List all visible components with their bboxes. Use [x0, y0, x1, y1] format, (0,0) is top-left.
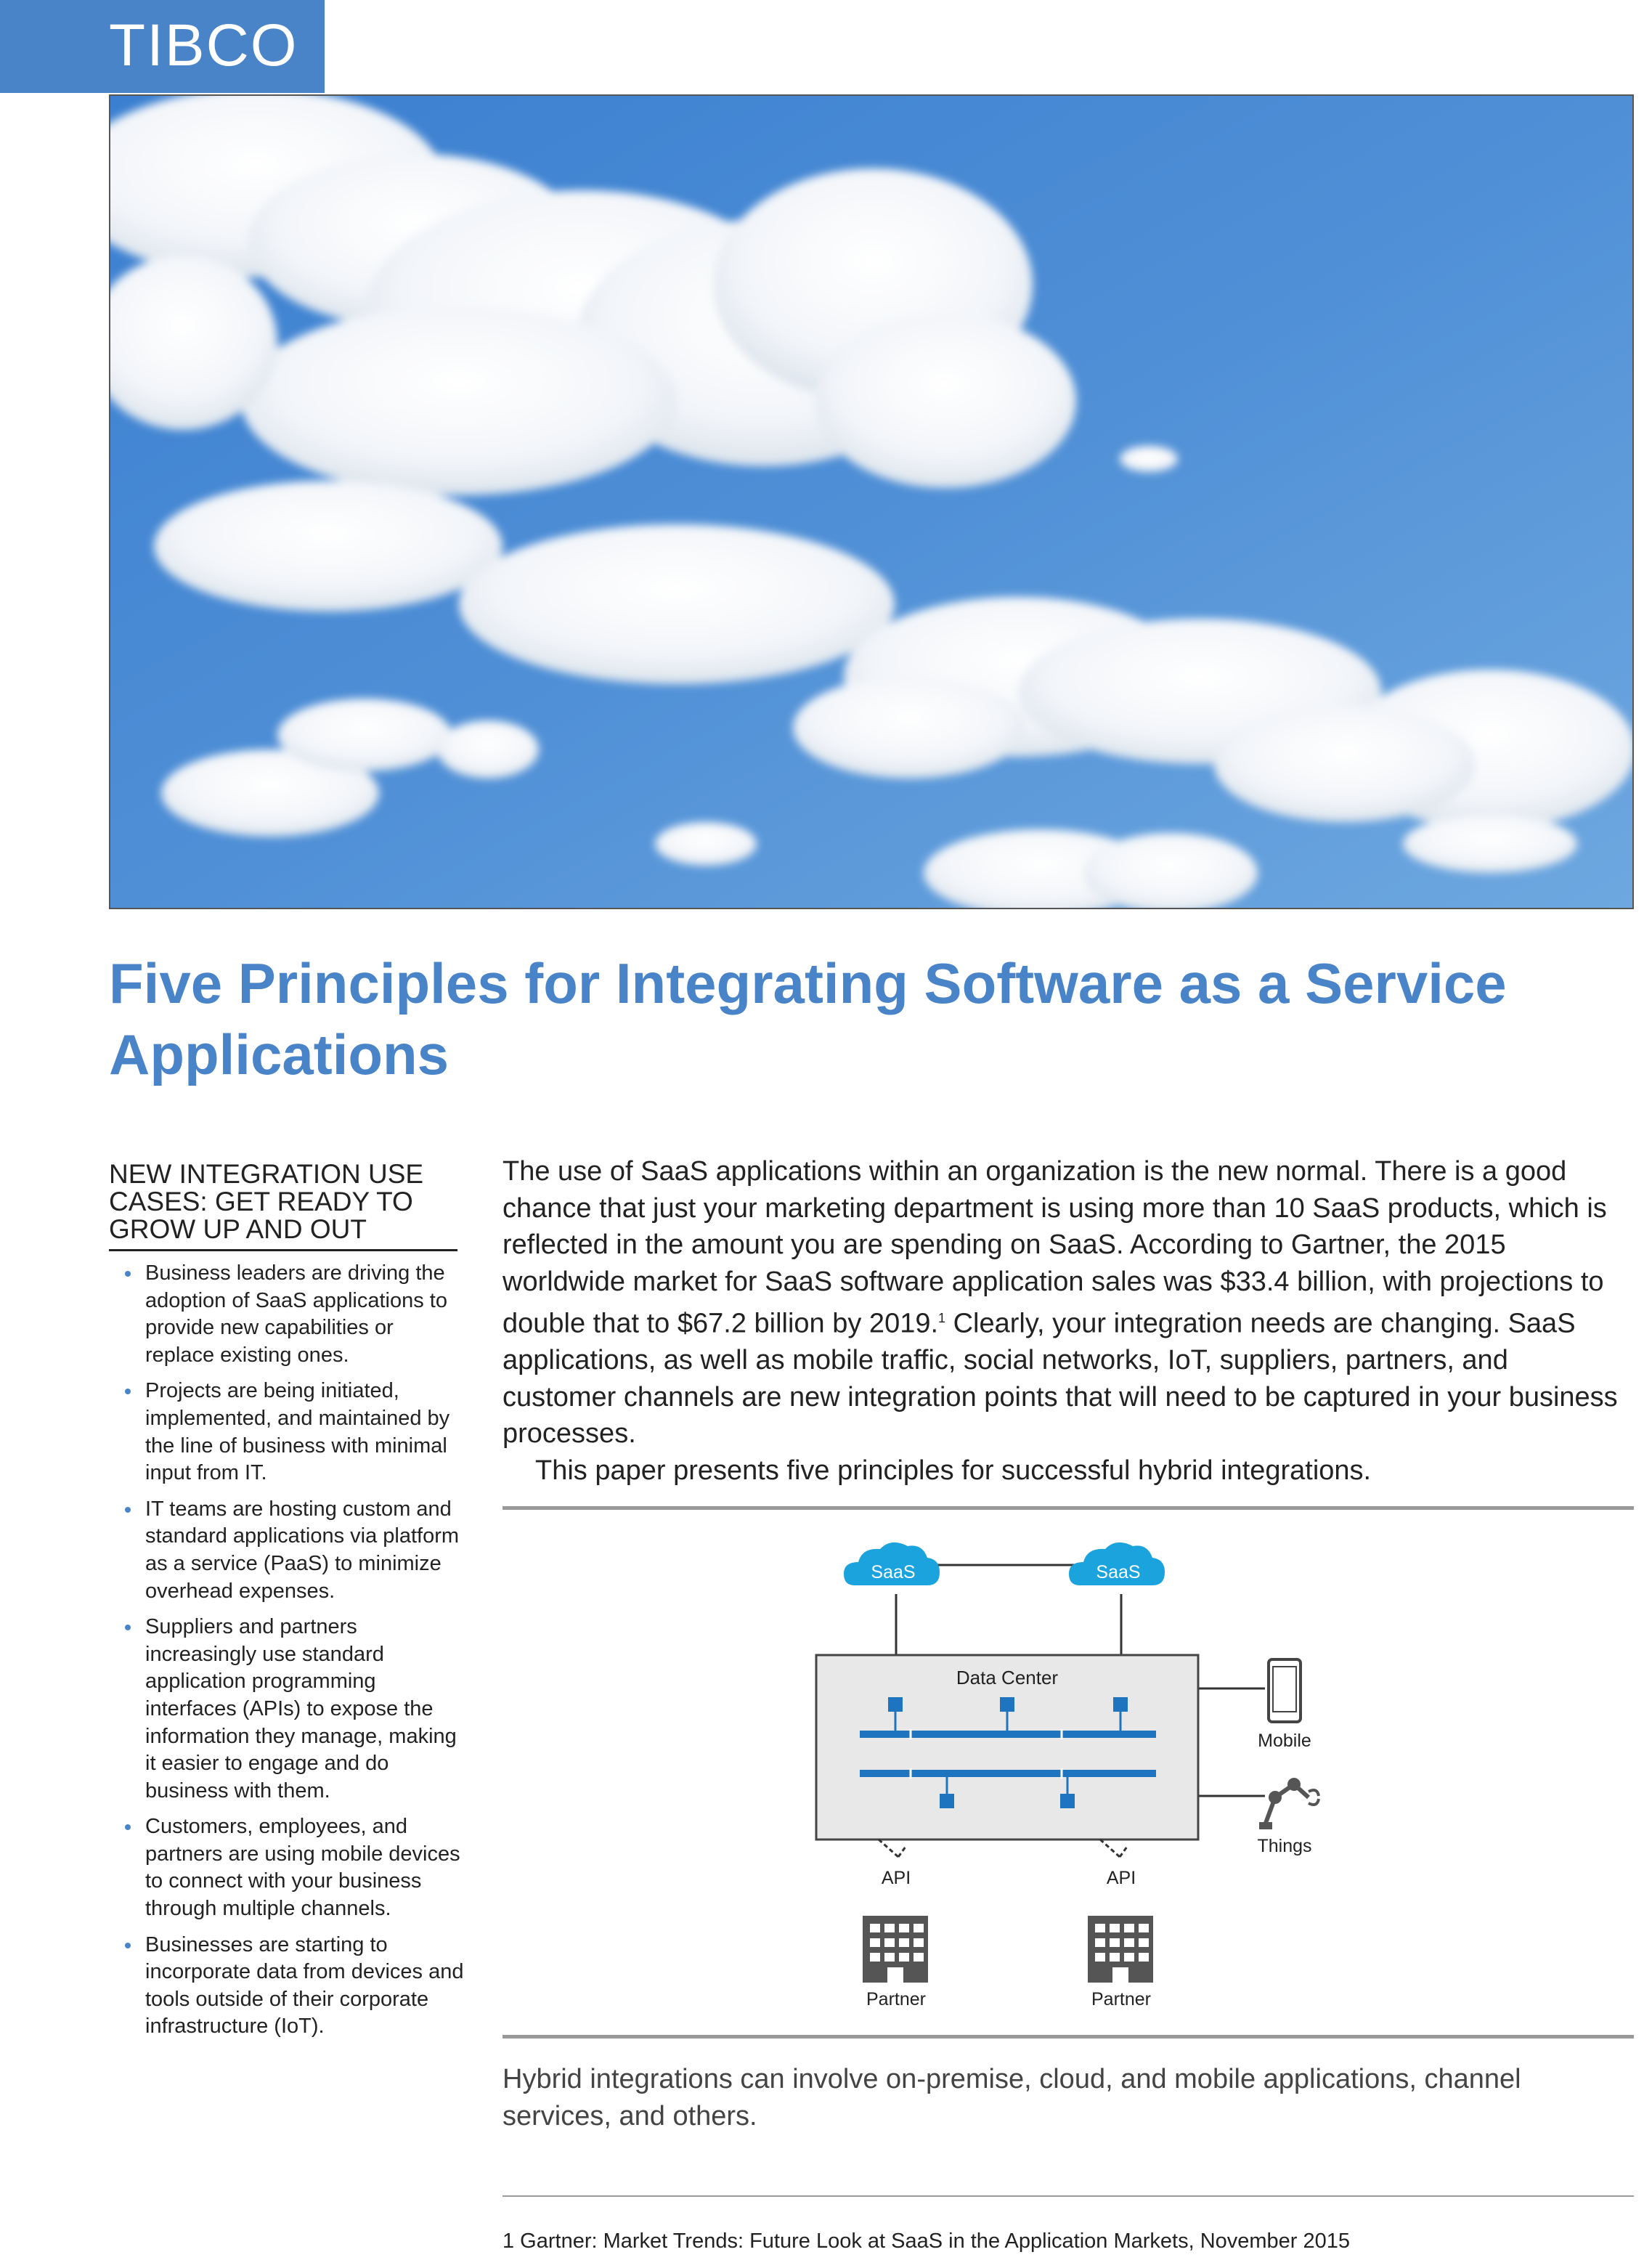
integration-bus: [860, 1770, 1156, 1777]
bus-node: [888, 1697, 903, 1712]
divider-top: [502, 1506, 1634, 1510]
tibco-logo[interactable]: [0, 0, 325, 93]
divider-bottom: [502, 2035, 1634, 2039]
mobile-phone-icon: [1269, 1659, 1301, 1722]
diagram-caption: Hybrid integrations can involve on-premise, cloud, and mobile applications, channel services, and others.: [502, 2064, 1521, 2131]
bus-node: [1113, 1697, 1128, 1712]
things-label: Things: [1257, 1836, 1312, 1856]
api-right-label: API: [1106, 1868, 1136, 1888]
sidebar-heading: NEW INTEGRATION USE CASES: GET READY TO GROW UP AND OUT: [109, 1161, 457, 1251]
bus-node: [1060, 1794, 1075, 1808]
list-item: Projects are being initiated, implemented, and maintained by the line of business with minimal input from IT.: [116, 1378, 465, 1487]
saas-right-label: SaaS: [1096, 1562, 1141, 1582]
list-item: Suppliers and partners increasingly use standard application programming interfaces (APIs) to expose the information they manage, making it easier to engage and do business with them.: [116, 1614, 465, 1805]
list-item: Businesses are starting to incorporate data from devices and tools outside of their corporate infrastructure (IoT).: [116, 1932, 465, 2041]
hero-sky-image: [109, 94, 1634, 909]
robot-arm-icon: [1259, 1780, 1319, 1829]
intro-text-part3: This paper presents five principles for successful hybrid integrations.: [535, 1455, 1372, 1486]
saas-left-label: SaaS: [871, 1562, 916, 1582]
partner-left-label: Partner: [866, 1989, 926, 2009]
sky-clouds-illustration: [110, 96, 1634, 909]
building-icon: [863, 1916, 928, 1983]
mobile-label: Mobile: [1258, 1731, 1311, 1751]
intro-text-part2: Clearly, your integration needs are changing. SaaS applications, as well as mobile traffic, social networks, IoT, suppliers, partners, and customer channels are new integration points that will need to be captured in your business processes.: [502, 1308, 1618, 1450]
logo-text: TIBCO: [109, 12, 298, 78]
data-center-label: Data Center: [956, 1667, 1059, 1688]
footnote-divider: [502, 2195, 1634, 2197]
list-item: IT teams are hosting custom and standard applications via platform as a service (PaaS) to minimize overhead expenses.: [116, 1496, 465, 1605]
intro-text-part1: The use of SaaS applications within an organization is the new normal. There is a good chance that just your marketing department is using more than 10 SaaS products, which is reflected in the amount you are spending on SaaS. According to Gartner, the 2015 worldwide market for SaaS software application sales was $33.4 billion, with projections to double that to $67.2 billion by 2019.: [502, 1156, 1607, 1339]
integration-bus: [860, 1731, 1156, 1738]
list-item: Business leaders are driving the adoption of SaaS applications to provide new capabilities or replace existing ones.: [116, 1260, 465, 1369]
hybrid-integration-diagram: [502, 1521, 1634, 2030]
page-title: Five Principles for Integrating Software as a Service Applications: [109, 951, 1507, 1086]
bus-node: [940, 1794, 954, 1808]
bus-node: [1000, 1697, 1014, 1712]
footnote-ref[interactable]: 1: [938, 1311, 946, 1325]
footnote: 1 Gartner: Market Trends: Future Look at SaaS in the Application Markets, November 2015: [502, 2229, 1351, 2253]
building-icon: [1088, 1916, 1153, 1983]
api-left-label: API: [881, 1868, 911, 1888]
intro-paragraph: [502, 1153, 1621, 1489]
sidebar-bullet-list: [116, 1260, 465, 2049]
partner-right-label: Partner: [1091, 1989, 1151, 2009]
list-item: Customers, employees, and partners are using mobile devices to connect with your business through multiple channels.: [116, 1813, 465, 1922]
